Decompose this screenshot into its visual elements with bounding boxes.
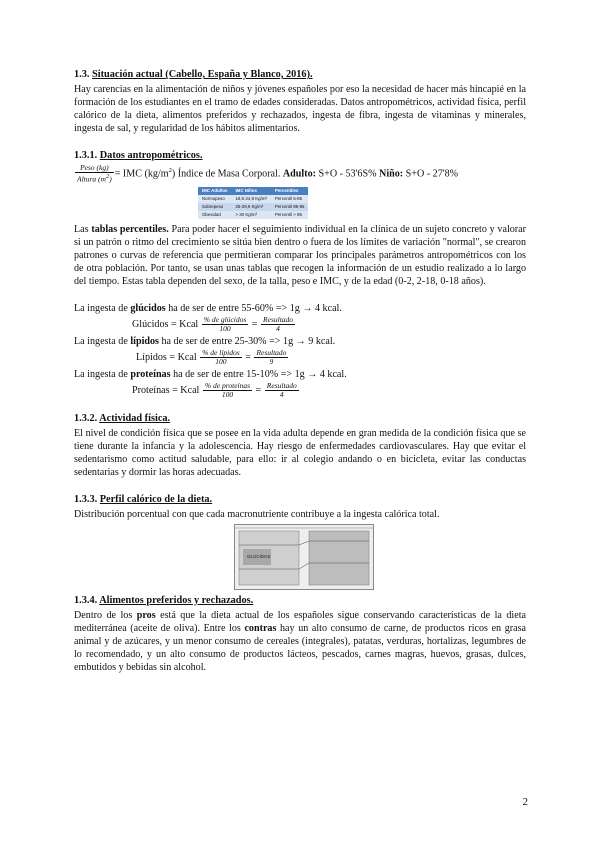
text-run: Para poder hacer el seguimiento individual en la clínica de un sujeto concreto y valorar si un patrón o ritmo del crecimiento se sitúa bien dentro o fuera de los límites de variación "normal", se crearon patrones o curvas de referencia que permitieran comparar los principales parámetros antropométricos con los de otra población. Por tanto, se usan unas tablas que recogen la información de un estudio realizado a lo largo del tiempo. Estas tabla dependen del sexo, de la talla, peso e IMC, y de la edad (0-2, 2-18, 0-18 años). (74, 223, 526, 287)
section-body-1-3-3: Distribución porcentual con que cada macronutriente contribuye a la ingesta calórica total. (74, 508, 440, 520)
heading-title: Perfil calórico de la dieta. (99, 493, 213, 505)
fraction (254, 349, 288, 366)
text-run: Dentro de los (74, 609, 137, 621)
bold-term: tablas percentiles. (91, 223, 169, 235)
text-run: hay un alto consumo de carne, de productos ricos en grasa animal y de azúcares, y un menor consumo de cereales (integrales), patatas, verduras, hortalizas, legumbres de lo recomendado, y un alto consumo de productos lácteos, pescados, carnes magras, huevos, grasas, dulces, embutidos y bebidas sin alcohol. (74, 622, 526, 673)
text-run: ha de ser de entre 25-30% => 1g → 9 kcal. (158, 335, 336, 347)
denominator-exponent: 2 (105, 173, 110, 181)
fraction (200, 349, 242, 366)
imc-fraction (75, 164, 114, 184)
table-cell: > 30 Kg/m² (231, 211, 270, 219)
table-cell: Sobrepeso (198, 203, 231, 211)
caloric-profile-figure (234, 524, 374, 590)
adult-label: Adulto: (282, 168, 316, 180)
equation-lhs: Lípidos = Kcal (136, 351, 197, 363)
section-heading-1-3-2 (74, 412, 526, 425)
percentiles-paragraph (74, 223, 526, 288)
heading-title: Alimentos preferidos y rechazados. (99, 594, 254, 606)
formula-exponent: 2 (168, 167, 172, 174)
fraction-denominator: 4 (276, 323, 280, 333)
table-cell: 18,5-24,9 Kg/m² (231, 195, 270, 203)
bold-term: pros (136, 609, 156, 621)
fraction-denominator: Altura $(m^2)$ (77, 173, 112, 184)
imc-table (198, 187, 308, 219)
text-run: La ingesta de (74, 368, 131, 380)
document-page (74, 68, 526, 674)
text-run: La ingesta de (74, 335, 131, 347)
table-row (198, 203, 308, 211)
table-header-cell: IMC Adultos (198, 187, 231, 195)
table-cell: Percentil 5-85 (271, 195, 309, 203)
fraction-numerator: Resultado (266, 380, 297, 390)
heading-title: Datos antropométricos. (99, 150, 203, 161)
heading-title: Situación actual (Cabello, España y Blanco, 2016). (92, 69, 313, 80)
section-heading-1-3-1 (74, 149, 526, 162)
text-run: La ingesta de (74, 302, 131, 314)
heading-number: 1.3.4. (74, 594, 98, 606)
heading-number: 1.3.3. (74, 493, 98, 505)
child-label: Niño: (376, 168, 404, 180)
section-heading-1-3-3 (74, 493, 526, 506)
child-value: S+O - 27'8% (403, 168, 459, 180)
section-heading-1-3-4 (74, 594, 526, 607)
bold-term: glúcidos (130, 302, 166, 314)
fraction (203, 382, 252, 399)
macro-equation: Proteínas = Kcal $\frac{\text{\% de proteínas}}{100}$ = $\frac{\text{Resultado}}{4}$ (132, 380, 297, 399)
fraction-denominator: 100 (219, 323, 231, 333)
fraction-denominator: 100 (221, 389, 234, 399)
fraction-denominator: 4 (279, 389, 284, 399)
macro-intro (74, 335, 526, 348)
formula-description: ) Índice de Masa Corporal. (171, 168, 283, 180)
macro-glucidos (74, 302, 526, 333)
fraction (265, 382, 299, 399)
fraction (202, 316, 249, 333)
section-heading-1-3 (74, 68, 526, 81)
adult-value: S+O - 53'6S% (315, 168, 377, 180)
macro-intro (74, 368, 526, 381)
fraction-denominator: 100 (215, 356, 227, 366)
fraction-numerator: Resultado (256, 347, 287, 357)
text-run: está que la dieta actual de los españoles sigue conservando características de la dieta mediterránea (aceite de oliva). Entre los (74, 609, 527, 634)
macro-proteinas (74, 368, 526, 399)
fraction (261, 316, 295, 333)
section-body-1-3-4 (74, 609, 526, 674)
page-number: 2 (522, 796, 528, 808)
fraction-numerator: % de lípidos (202, 347, 240, 357)
formula-equals: = IMC (kg/m (114, 168, 169, 180)
bold-term: lípidos (130, 335, 159, 347)
section-body-1-3: Hay carencias en la alimentación de niños y jóvenes españoles por eso la necesidad de hacer más hincapié en la formación de los estudiantes en el tramo de edades consideradas. Datos antropométricos, actividad física, perfil calórico de la dieta, alimentos preferidos y rechazados, ingesta de fibra, ingesta de vitaminas y minerales, ingesta de sal, y regularidad de los hábitos alimentarios. (74, 84, 526, 134)
figure-label: GLÚCIDOS (247, 553, 271, 559)
macro-lipidos (74, 335, 526, 366)
table-cell: Obesidad (198, 211, 231, 219)
text-run: ha de ser de entre 15-10% => 1g → 4 kcal. (170, 368, 347, 380)
macro-equation: Lípidos = Kcal $\frac{\text{\% de lípidos}}{100}$ = $\frac{\text{Resultado}}{9}$ (136, 347, 287, 366)
table-cell: Percentil > 95 (271, 211, 309, 219)
heading-number: 1.3. (74, 69, 90, 80)
table-header-row (198, 187, 308, 195)
table-cell: Normopeso (198, 195, 231, 203)
macro-equation: Glúcidos = Kcal $\frac{\text{\% de glúcidos}}{100}$ = $\frac{\text{Resultado}}{4}$ (132, 314, 294, 333)
heading-number: 1.3.1. (74, 150, 98, 161)
fraction-numerator: % de glúcidos (203, 314, 247, 324)
text-run: ha de ser de entre 55-60% => 1g → 4 kcal. (165, 302, 342, 314)
equation-lhs: Glúcidos = Kcal (132, 318, 199, 330)
denominator-text: Altura (m (77, 174, 106, 184)
imc-formula (74, 164, 526, 184)
equation-lhs: Proteínas = Kcal (132, 384, 200, 396)
table-header-cell: Percentiles (271, 187, 309, 195)
heading-number: 1.3.2. (74, 412, 98, 424)
fraction-denominator: 9 (269, 356, 274, 366)
fraction-numerator: Peso (kg) (75, 164, 114, 173)
section-body-1-3-2: El nivel de condición física que se posee en la vida adulta depende en gran medida de la condición física que se tiene durante la infancia y la adolescencia. Hay riesgo de enfermedades cardiovasculares. Hay que evitar el sedentarismo como actitud saludable, para ello: ir al colegio andando o en bicicleta, evitar las conductas sedentarias y dormir las horas adecuadas. (74, 427, 526, 478)
table-header-cell: IMC Niños (231, 187, 270, 195)
table-row (198, 211, 308, 219)
macro-intro (74, 302, 526, 315)
heading-title: Actividad física. (99, 412, 171, 424)
table-row (198, 195, 308, 203)
table-cell: 25-29,9 Kg/m² (231, 203, 270, 211)
fraction-numerator: % de proteínas (204, 380, 251, 390)
fraction-numerator: Resultado (263, 314, 294, 324)
bold-term: contras (244, 622, 277, 634)
bold-term: proteínas (130, 368, 171, 380)
table-cell: Percentil 85-95 (271, 203, 309, 211)
text-run: Las (74, 223, 92, 235)
